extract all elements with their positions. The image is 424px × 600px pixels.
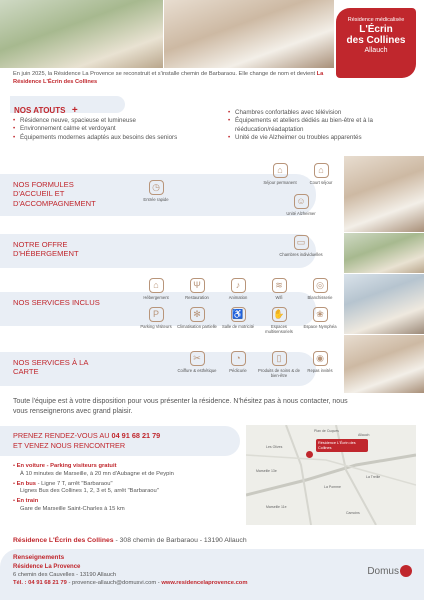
badge-title-1: L'Écrin	[359, 24, 393, 36]
welcome-text: Toute l'équipe est à votre disposition pour vous présenter la résidence. N'hésitez pas à nous contacter, nous vous renseignerons avec grand plaisir.	[13, 398, 348, 416]
rdv-box	[0, 426, 240, 456]
domusvi-logo-mark-icon	[400, 565, 412, 577]
icon-label: Animation	[228, 295, 248, 300]
rdv-label: PRENEZ RENDEZ-VOUS AU	[13, 431, 110, 440]
section-hebergement	[0, 234, 316, 268]
icon-label: Hébergement	[143, 295, 169, 300]
access-bus-title: En bus	[16, 480, 36, 487]
residence-badge	[336, 8, 416, 78]
access-train-title: En train	[16, 498, 39, 505]
map-label: Camoins	[346, 511, 360, 515]
icon-entree-rapide	[134, 180, 178, 202]
plus-icon: +	[71, 105, 78, 116]
badge-subtitle: Résidence médicalisée	[347, 17, 405, 23]
badge-title-2: des Collines	[346, 35, 406, 47]
icon-label: Restauration	[185, 295, 209, 300]
snow-icon: ✻	[190, 307, 205, 322]
map-label: Les Olives	[266, 445, 283, 449]
map-marker-label: Résidence L'Écrin des Collines	[316, 439, 368, 452]
icon-label: Séjour permanent	[263, 180, 297, 185]
section-title: NOS SERVICES À LA CARTE	[13, 358, 88, 377]
atouts-heading	[10, 96, 125, 116]
footer-contact	[13, 579, 424, 588]
icon-unite-alzheimer	[279, 194, 323, 216]
icon-label: Entrée rapide	[143, 197, 169, 202]
icon-label: Court séjour	[309, 180, 333, 185]
music-icon: ♪	[231, 278, 246, 293]
intro-new-name: La Résidence L'Écrin des Collines	[13, 71, 324, 85]
icon-nymphea	[298, 307, 342, 329]
map-label: Plan de Cuques	[314, 429, 339, 433]
list-item: • Équipements et ateliers dédiés au bien-être et à la rééducation/réadaptation	[228, 117, 418, 134]
icon-chambres	[279, 235, 323, 257]
living-room-photo	[164, 0, 334, 68]
icon-blanchisserie	[298, 278, 342, 300]
icon-label: Espaces multisensoriels	[265, 324, 293, 335]
atouts-title: NOS ATOUTS	[14, 106, 66, 115]
map-label: Allauch	[358, 433, 370, 437]
icon-court-sejour	[299, 163, 343, 185]
access-list: • En voiture - Parking visiteurs gratuit À 10 minutes de Marseille, à 20 mn d'Aubagne et de Peypin • En bus - Ligne 7 T, arrêt "Barbaraou" Lignes Bus des Collines 1, 2, 3 et 5, arrêt "Barbaraou" • En train Gare de Marseille Saint-Charles à 15 km	[13, 463, 233, 514]
parking-icon: P	[149, 307, 164, 322]
section-title: NOS SERVICES INCLUS	[13, 298, 100, 307]
foot-icon: ◔	[231, 351, 246, 366]
domusvi-logo-text: Domus	[367, 565, 399, 577]
access-bus-detail-2: Lignes Bus des Collines 1, 2, 3 et 5, arrêt "Barbaraou"	[20, 488, 159, 495]
location-map[interactable]	[246, 425, 416, 525]
list-item: • Résidence neuve, spacieuse et lumineuse	[13, 117, 225, 125]
atouts-right-list	[228, 109, 418, 142]
access-car-title: En voiture - Parking visiteurs gratuit	[16, 463, 117, 469]
access-car-detail: À 10 minutes de Marseille, à 20 mn d'Aubagne et de Peypin	[20, 470, 174, 477]
icon-label: Parking Visiteurs	[140, 324, 172, 329]
footer-tel-link[interactable]: 04 91 68 21 79	[28, 579, 67, 586]
building-photo	[0, 0, 163, 68]
footer-tel-label: Tél. :	[13, 579, 27, 586]
domusvi-logo	[367, 565, 412, 577]
badge-city: Allauch	[364, 47, 388, 55]
icon-label: Salle de motricité	[221, 324, 255, 329]
icon-sejour-permanent	[258, 163, 302, 185]
icon-label: Coiffure & esthétique	[177, 368, 217, 373]
intro-body: En juin 2025, la Résidence La Provence se reconstruit et s'installe chemin de Barbaraou. Elle change de nom et devient	[13, 71, 316, 77]
plate-icon: ◉	[313, 351, 328, 366]
icon-animation	[216, 278, 260, 300]
clock-icon: ◷	[149, 180, 164, 195]
map-pin-icon	[306, 451, 313, 458]
house-icon: ⌂	[314, 163, 329, 178]
list-item: • Unité de vie Alzheimer ou troubles apparentés	[228, 134, 418, 142]
people-icon: ☺	[294, 194, 309, 209]
footer-residence-address: - 308 chemin de Barbaraou - 13190 Allauch	[115, 537, 247, 544]
icon-coiffure	[175, 351, 219, 373]
wifi-icon: ≋	[272, 278, 287, 293]
icon-parking	[134, 307, 178, 329]
lotus-icon: ❀	[313, 307, 328, 322]
icon-multisensoriels	[257, 307, 301, 334]
intro-text	[13, 71, 333, 87]
footer-email-link[interactable]: - provence-allauch@domusvi.com -	[68, 579, 160, 586]
house-icon: ⌂	[149, 278, 164, 293]
section-title: NOS FORMULES D'ACCUEIL ET D'ACCOMPAGNEMENT	[13, 180, 96, 208]
footer-residence-name: Résidence L'Écrin des Collines	[13, 537, 114, 544]
access-bus-detail: - Ligne 7 T, arrêt "Barbaraou"	[37, 480, 113, 487]
laundry-icon: ◎	[313, 278, 328, 293]
icon-label: Produits de soins & de bien-être	[258, 368, 300, 379]
map-label: La Pomme	[324, 485, 341, 489]
icon-repas	[298, 351, 342, 373]
footer-residence	[13, 537, 413, 544]
fork-icon: Ψ	[190, 278, 205, 293]
salon-photo	[344, 274, 424, 334]
icon-wifi	[257, 278, 301, 300]
room-photo	[344, 156, 424, 232]
list-item: • Équipements modernes adaptés aux besoins des seniors	[13, 134, 225, 142]
rdv-phone-link[interactable]: 04 91 68 21 79	[111, 431, 161, 440]
footer-box	[0, 549, 424, 600]
dining-photo	[344, 335, 424, 393]
access-train-detail: Gare de Marseille Saint-Charles à 15 km	[20, 506, 125, 513]
map-label: Marseille 11e	[266, 505, 287, 509]
map-label: Marseille 13e	[256, 469, 277, 473]
icon-label: Repas invités	[307, 368, 333, 373]
footer-renseignements: Renseignements	[13, 554, 65, 561]
bottle-icon: ▯	[272, 351, 287, 366]
icon-restauration	[175, 278, 219, 300]
icon-climatisation	[175, 307, 219, 329]
footer-org: Résidence La Provence	[13, 563, 81, 570]
scissors-icon: ✂	[190, 351, 205, 366]
icon-label: Blanchisserie	[307, 295, 333, 300]
bed-icon: ▭	[294, 235, 309, 250]
icon-label: Climatisation partielle	[177, 324, 217, 329]
walker-icon: ♿	[231, 307, 246, 322]
garden-photo	[344, 233, 424, 273]
icon-label: Chambres individuelles	[279, 252, 323, 257]
footer-website-link[interactable]: www.residencelaprovence.com	[161, 579, 248, 586]
atouts-left-list	[13, 117, 225, 142]
hand-icon: ✋	[272, 307, 287, 322]
house-icon: ⌂	[273, 163, 288, 178]
icon-label: Espace Nymphéa	[303, 324, 337, 329]
rdv-subtitle: ET VENEZ NOUS RENCONTRER	[13, 440, 126, 450]
icon-label: Pédicurie	[229, 368, 247, 373]
list-item: • Environnement calme et verdoyant	[13, 125, 225, 133]
icon-label: Wifi	[275, 295, 283, 300]
icon-label: Unité Alzheimer	[286, 211, 316, 216]
icon-pedicurie	[216, 351, 260, 373]
icon-hebergement	[134, 278, 178, 300]
footer-street: 6 chemin des Cauvelles - 13190 Allauch	[13, 571, 117, 578]
list-item: • Chambres confortables avec télévision	[228, 109, 418, 117]
map-label: La Treille	[366, 475, 381, 479]
icon-produits	[257, 351, 301, 378]
icon-motricite	[216, 307, 260, 329]
section-title: NOTRE OFFRE D'HÉBERGEMENT	[13, 240, 79, 259]
